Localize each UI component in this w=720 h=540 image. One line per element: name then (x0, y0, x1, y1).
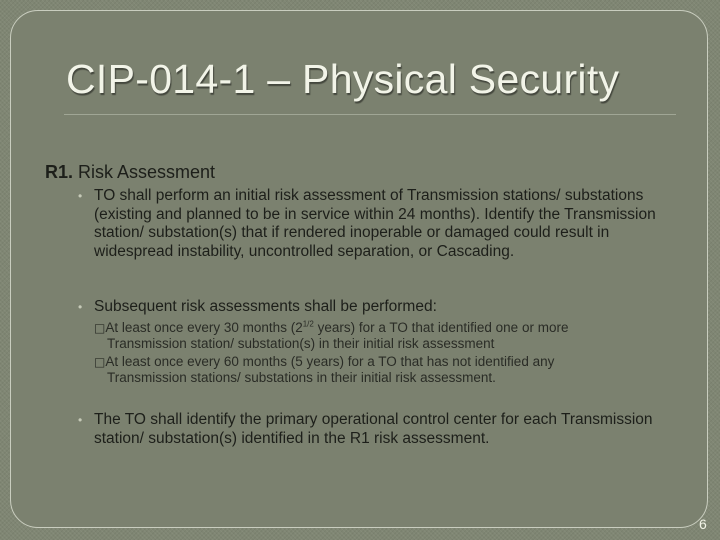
sub-item-text-line2: Transmission stations/ substations in their initial risk assessment. (107, 370, 496, 385)
title-divider (64, 114, 676, 115)
sub-item-text-suffix: years) for a TO that identified one or more (313, 320, 569, 335)
fraction: 1/2 (302, 319, 314, 329)
requirement-label: R1. (45, 162, 74, 182)
sub-item (94, 354, 674, 386)
sub-item (94, 320, 674, 352)
section-heading (45, 162, 215, 183)
bullet-item (78, 187, 678, 261)
sub-item-text: At least once every 30 months (2 (105, 320, 303, 335)
bullet-dot-icon: • (78, 300, 83, 314)
checkbox-icon: □ (94, 321, 106, 335)
bullet-item (78, 411, 678, 448)
sub-item-text: At least once every 60 months (5 years) for a TO that has not identified any (105, 354, 555, 369)
bullet-dot-icon: • (78, 189, 83, 203)
bullet-text: TO shall perform an initial risk assessment of Transmission stations/ substations (existing and planned to be in service within 24 months). Identify the Transmission station/ substation(s) that if rendered inoperable or damaged could result in widespread instability, uncontrolled separation, or Cascading. (94, 187, 656, 260)
bullet-item (78, 298, 678, 317)
page-number: 6 (699, 516, 707, 532)
checkbox-icon: □ (94, 355, 106, 369)
requirement-title: Risk Assessment (73, 162, 216, 182)
bullet-dot-icon: • (78, 413, 83, 427)
sub-item-text-line2: Transmission station/ substation(s) in their initial risk assessment (107, 336, 495, 351)
bullet-text: Subsequent risk assessments shall be performed: (94, 298, 437, 315)
slide-title: CIP-014-1 – Physical Security (66, 56, 620, 102)
bullet-text: The TO shall identify the primary operational control center for each Transmission station/ substation(s) identified in the R1 risk assessment. (94, 411, 653, 447)
